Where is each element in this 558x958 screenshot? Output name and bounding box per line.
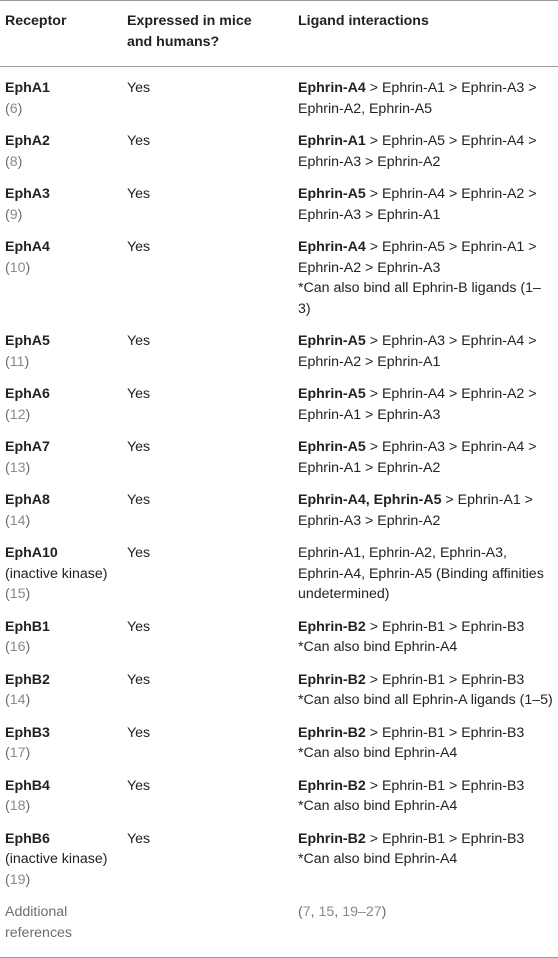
expressed-value: Yes xyxy=(127,386,151,402)
receptor-name: EphB2 xyxy=(5,671,50,688)
expressed-value: Yes xyxy=(127,239,151,255)
ligand-note: *Can also bind Ephrin-A4 xyxy=(298,798,458,814)
ligand-cell xyxy=(298,490,553,531)
table-row xyxy=(0,431,558,484)
ligand-note: *Can also bind Ephrin-A4 xyxy=(298,639,458,655)
ref-link[interactable]: 16 xyxy=(9,639,26,655)
ligand-cell xyxy=(298,776,553,817)
receptor-ref: (10) xyxy=(5,259,31,276)
ligand-ranking xyxy=(298,78,553,119)
ligand-cell xyxy=(298,723,553,764)
expressed-cell xyxy=(127,490,298,511)
table-row xyxy=(0,484,558,537)
top-ligand: Ephrin-B2 xyxy=(298,724,366,741)
receptor-cell xyxy=(0,184,127,225)
top-ligand: Ephrin-A4, Ephrin-A5 xyxy=(298,492,442,508)
header-expressed: Expressed in mice and humans? xyxy=(127,13,252,50)
receptor-note: (inactive kinase) xyxy=(5,565,108,582)
ref-link[interactable]: 11 xyxy=(9,353,25,370)
ref-link[interactable]: 9 xyxy=(9,206,18,223)
receptor-ref: (16) xyxy=(5,639,31,655)
ligand-ranking xyxy=(298,437,553,478)
ref-link[interactable]: 15 xyxy=(318,904,335,920)
table-row xyxy=(0,231,558,325)
receptor-ref: (15) xyxy=(5,586,31,602)
expressed-value: Yes xyxy=(127,724,151,741)
expressed-cell xyxy=(127,670,298,691)
ligand-ranking xyxy=(298,617,553,638)
ligand-ranking xyxy=(298,723,553,744)
ligand-ranking xyxy=(298,184,553,225)
receptor-cell xyxy=(0,829,127,891)
ref-link[interactable]: 19–27 xyxy=(342,904,382,920)
receptor-ref: (11) xyxy=(5,353,30,370)
table-header-row xyxy=(0,0,558,66)
table-row xyxy=(0,717,558,770)
ref-link[interactable]: 14 xyxy=(9,692,26,708)
ligand-order: > Ephrin-B1 > Ephrin-B3 xyxy=(365,618,525,635)
receptor-ref: (6) xyxy=(5,100,23,117)
ligand-cell xyxy=(298,543,553,605)
ligand-order: Ephrin-A1, Ephrin-A2, Ephrin-A3, Ephrin-A4, Ephrin-A5 (Binding affinities undetermined) xyxy=(298,545,544,602)
receptor-ref: (14) xyxy=(5,512,31,529)
ligand-cell xyxy=(298,131,553,172)
receptor-ref: (18) xyxy=(5,798,31,814)
top-ligand: Ephrin-A5 xyxy=(298,386,366,402)
additional-references-label: Additional references xyxy=(5,904,73,941)
ligand-ranking xyxy=(298,237,553,278)
receptor-ref: (14) xyxy=(5,692,31,708)
ligand-order: > Ephrin-B1 > Ephrin-B3 xyxy=(365,671,525,688)
receptor-cell xyxy=(0,670,127,711)
expressed-value: Yes xyxy=(127,671,151,688)
ligand-ranking xyxy=(298,670,553,691)
ref-link[interactable]: 13 xyxy=(9,459,26,476)
receptor-name: EphA1 xyxy=(5,80,50,96)
receptor-cell xyxy=(0,131,127,172)
receptor-name: EphA7 xyxy=(5,439,50,455)
receptor-ref: (17) xyxy=(5,745,31,761)
receptor-cell xyxy=(0,490,127,531)
receptor-name: EphB4 xyxy=(5,777,50,794)
receptor-name: EphA8 xyxy=(5,492,50,508)
table-row xyxy=(0,125,558,178)
ligand-order: > Ephrin-A3 > Ephrin-A4 > Ephrin-A1 > Ephrin-A2 xyxy=(298,439,537,476)
receptor-cell xyxy=(0,78,127,119)
receptor-ref: (13) xyxy=(5,459,31,476)
top-ligand: Ephrin-A4 xyxy=(298,239,366,255)
expressed-value: Yes xyxy=(127,545,151,561)
expressed-value: Yes xyxy=(127,186,151,202)
expressed-cell xyxy=(127,184,298,205)
ligand-cell xyxy=(298,437,553,478)
expressed-value: Yes xyxy=(127,333,151,349)
expressed-cell xyxy=(127,78,298,99)
ligand-cell xyxy=(298,184,553,225)
ref-link[interactable]: 19 xyxy=(9,871,26,888)
table-row xyxy=(0,770,558,823)
receptor-ref: (19) xyxy=(5,871,31,888)
table-row xyxy=(0,537,558,611)
ligand-note: *Can also bind all Ephrin-A ligands (1–5) xyxy=(298,692,553,708)
table-top-rule xyxy=(0,0,558,1)
top-ligand: Ephrin-B2 xyxy=(298,618,366,635)
expressed-cell xyxy=(127,331,298,352)
ligand-ranking xyxy=(298,829,553,850)
ligand-cell xyxy=(298,617,553,658)
top-ligand: Ephrin-A5 xyxy=(298,439,366,455)
receptor-ref: (9) xyxy=(5,206,23,223)
receptor-name: EphA5 xyxy=(5,333,50,349)
table-row xyxy=(0,664,558,717)
expressed-cell xyxy=(127,237,298,258)
table-row-footer xyxy=(0,896,558,957)
receptor-cell xyxy=(0,776,127,817)
ligand-order: > Ephrin-B1 > Ephrin-B3 xyxy=(365,830,525,847)
ligand-order: > Ephrin-A4 > Ephrin-A2 > Ephrin-A1 > Ephrin-A3 xyxy=(298,386,537,423)
receptor-cell xyxy=(0,237,127,278)
ligand-order: > Ephrin-B1 > Ephrin-B3 xyxy=(365,777,525,794)
ref-link[interactable]: 10 xyxy=(9,259,26,276)
ligand-order: > Ephrin-A3 > Ephrin-A4 > Ephrin-A2 > Ephrin-A1 xyxy=(298,333,537,370)
expressed-value: Yes xyxy=(127,133,151,149)
expressed-cell xyxy=(127,437,298,458)
expressed-cell xyxy=(127,829,298,850)
ligand-order: > Ephrin-A1 > Ephrin-A3 > Ephrin-A2 xyxy=(298,492,533,529)
ref-link[interactable]: 15 xyxy=(9,586,26,602)
ref-link[interactable]: 8 xyxy=(9,153,18,170)
top-ligand: Ephrin-B2 xyxy=(298,777,366,794)
table-body xyxy=(0,67,558,896)
expressed-cell xyxy=(127,723,298,744)
ref-link[interactable]: 12 xyxy=(9,406,26,423)
header-receptor: Receptor xyxy=(5,13,67,29)
expressed-value: Yes xyxy=(127,618,151,635)
ligand-order: > Ephrin-B1 > Ephrin-B3 xyxy=(365,724,525,741)
expressed-value: Yes xyxy=(127,830,151,847)
ligand-ranking xyxy=(298,776,553,797)
ligand-cell xyxy=(298,384,553,425)
top-ligand: Ephrin-A1 xyxy=(298,133,366,149)
expressed-cell xyxy=(127,776,298,797)
receptor-name: EphA6 xyxy=(5,386,50,402)
ligand-order: > Ephrin-A5 > Ephrin-A4 > Ephrin-A3 > Ephrin-A2 xyxy=(298,133,537,170)
receptor-cell xyxy=(0,543,127,605)
receptor-name: EphA10 xyxy=(5,545,58,561)
ligand-cell xyxy=(298,237,553,319)
receptor-name: EphA3 xyxy=(5,186,50,202)
receptor-name: EphB1 xyxy=(5,618,50,635)
top-ligand: Ephrin-A5 xyxy=(298,333,366,349)
expressed-cell xyxy=(127,131,298,152)
table-row xyxy=(0,823,558,897)
header-ligand: Ligand interactions xyxy=(298,13,429,29)
ligand-cell xyxy=(298,829,553,870)
ligand-note: *Can also bind Ephrin-A4 xyxy=(298,851,458,867)
ligand-order: > Ephrin-A1 > Ephrin-A3 > Ephrin-A2, Ephrin-A5 xyxy=(298,80,537,117)
expressed-cell xyxy=(127,543,298,564)
ligand-order: > Ephrin-A4 > Ephrin-A2 > Ephrin-A3 > Ephrin-A1 xyxy=(298,186,537,223)
receptor-cell xyxy=(0,617,127,658)
table-row xyxy=(0,67,558,125)
ligand-ranking xyxy=(298,331,553,372)
ref-link[interactable]: 18 xyxy=(9,798,26,814)
table-row xyxy=(0,178,558,231)
ligand-ranking xyxy=(298,384,553,425)
expressed-value: Yes xyxy=(127,80,151,96)
expressed-cell xyxy=(127,617,298,638)
ligand-order: > Ephrin-A5 > Ephrin-A1 > Ephrin-A2 > Ephrin-A3 xyxy=(298,239,537,276)
receptor-name: EphA4 xyxy=(5,239,50,255)
table-row xyxy=(0,611,558,664)
ligand-ranking xyxy=(298,543,553,605)
ligand-cell xyxy=(298,331,553,372)
ligand-note: *Can also bind all Ephrin-B ligands (1–3) xyxy=(298,280,541,317)
ref-link[interactable]: 6 xyxy=(9,100,18,117)
receptor-cell xyxy=(0,437,127,478)
receptor-cell xyxy=(0,331,127,372)
receptor-ref: (12) xyxy=(5,406,31,423)
receptor-ref: (8) xyxy=(5,153,23,170)
receptor-name: EphB3 xyxy=(5,724,50,741)
top-ligand: Ephrin-A5 xyxy=(298,186,366,202)
expressed-cell xyxy=(127,384,298,405)
ligand-cell xyxy=(298,78,553,119)
ligand-cell xyxy=(298,670,553,711)
ref-link[interactable]: 14 xyxy=(9,512,26,529)
top-ligand: Ephrin-B2 xyxy=(298,830,366,847)
receptor-cell xyxy=(0,723,127,764)
additional-references-list: (7, 15, 19–27) xyxy=(298,904,387,920)
receptor-name: EphB6 xyxy=(5,830,50,847)
receptor-note: (inactive kinase) xyxy=(5,851,108,867)
table-row xyxy=(0,325,558,378)
ligand-ranking xyxy=(298,490,553,531)
receptor-cell xyxy=(0,384,127,425)
expressed-value: Yes xyxy=(127,492,151,508)
ref-link[interactable]: 7 xyxy=(302,904,311,920)
ligand-ranking xyxy=(298,131,553,172)
ligand-note: *Can also bind Ephrin-A4 xyxy=(298,745,458,761)
top-ligand: Ephrin-B2 xyxy=(298,671,366,688)
top-ligand: Ephrin-A4 xyxy=(298,80,366,96)
expressed-value: Yes xyxy=(127,439,151,455)
table-row xyxy=(0,378,558,431)
expressed-value: Yes xyxy=(127,777,151,794)
receptor-name: EphA2 xyxy=(5,133,50,149)
ref-link[interactable]: 17 xyxy=(9,745,26,761)
